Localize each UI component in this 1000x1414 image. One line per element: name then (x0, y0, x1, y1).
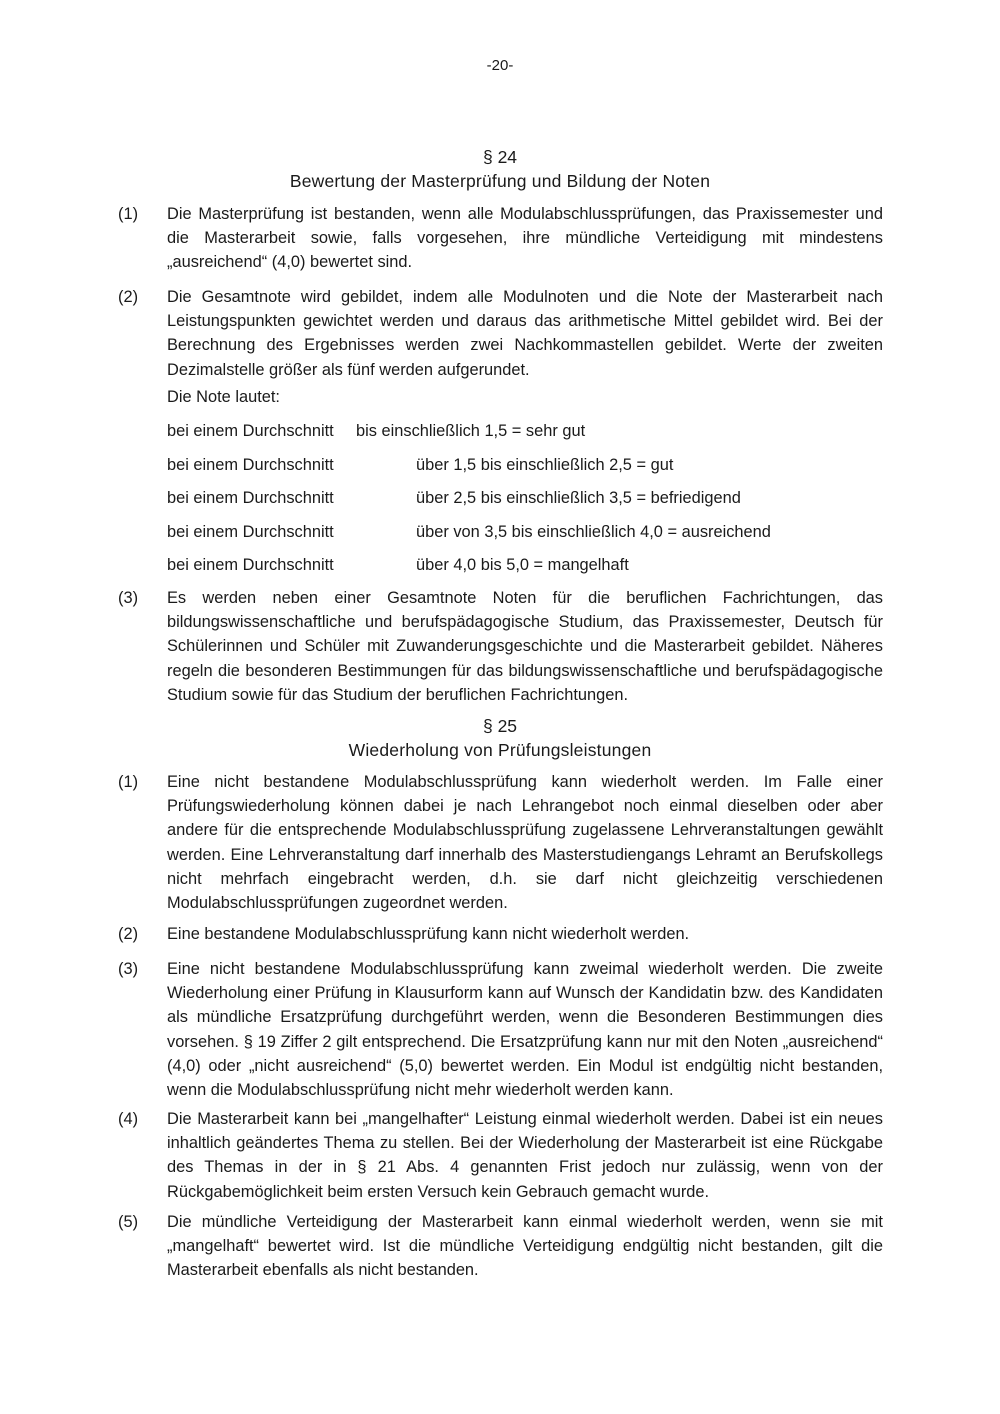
section-25-paragraph-3 (118, 957, 883, 1102)
grade-range: über von 3,5 bis einschließlich 4,0 = ausreichend (416, 523, 771, 541)
section-24-symbol: § 24 (482, 147, 518, 167)
paragraph-text: Eine bestandene Modulabschlussprüfung kann nicht wiederholt werden. (167, 925, 690, 943)
paragraph-number: (5) (118, 1213, 139, 1231)
section-24-heading (0, 145, 1000, 193)
paragraph-text: Die Masterarbeit kann bei „mangelhafter“ Leistung einmal wiederholt werden. Dabei ist ein neues inhaltlich geändertes Thema zu stellen. Bei der Wiederholung der Masterarbeit ist eine Rückgabe des Themas in der in § 21 Abs. 4 genannten Frist jedoch nur zulässig, wenn von der Rückgabemöglichkeit beim ersten Versuch kein Gebrauch gemacht wurde. (167, 1110, 883, 1201)
section-25-paragraph-1 (118, 770, 883, 915)
paragraph-text: Eine nicht bestandene Modulabschlussprüfung kann zweimal wiederholt werden. Die zweite Wiederholung einer Prüfung in Klausurform kann auf Wunsch der Kandidatin bzw. des Kandidaten als mündliche Ersatzprüfung durchgeführt werden, wenn die Besonderen Bestimmungen dies vorsehen. § 19 Ziffer 2 gilt entsprechend. Die Ersatzprüfung kann nur mit den Noten „ausreichend“ (4,0) oder „nicht ausreichend“ (5,0) bewertet werden. Ein Modul ist endgültig nicht bestanden, wenn die Modulabschlussprüfung nicht mehr wiederholt werden kann. (167, 960, 883, 1100)
section-24-title: Bewertung der Masterprüfung und Bildung der Noten (289, 171, 711, 191)
paragraph-text: Es werden neben einer Gesamtnote Noten für die beruflichen Fachrichtungen, das bildungswissenschaftliche und berufspädagogische Studium, das Praxissemester, Deutsch für Schülerinnen und Schüler mit Zuwanderungsgeschichte und die Masterarbeit gebildet. Näheres regeln die besonderen Bestimmungen für das bildungswissenschaftliche und berufspädagogische Studium sowie für das Studium der beruflichen Fachrichtungen. (167, 589, 883, 704)
paragraph-text: Eine nicht bestandene Modulabschlussprüfung kann wiederholt werden. Im Falle einer Prüfungswiederholung können dabei je nach Lehrangebot noch einmal dieselben oder aber andere für die entsprechende Modulabschlussprüfung zugelassene Lehrveranstaltungen gewählt werden. Eine Lehrveranstaltung darf innerhalb des Masterstudiengangs Lehramt an Berufskollegs nicht mehrfach eingebracht werden, d.h. sie darf nicht gleichzeitig verschiedenen Modulabschlussprüfungen zugeordnet werden. (167, 773, 883, 913)
paragraph-text: Die Gesamtnote wird gebildet, indem alle Modulnoten und die Note der Masterarbeit nach Leistungspunkten gewichtet werden und daraus das arithmetische Mittel gebildet wird. Bei der Berechnung des Ergebnisses werden zwei Nachkommastellen gebildet. Werte der zweiten Dezimalstelle größer als fünf werden aufgerundet. (167, 288, 883, 379)
paragraph-text: Die mündliche Verteidigung der Masterarbeit kann einmal wiederholt werden, wenn sie mit „mangelhaft“ bewertet wird. Ist die mündliche Verteidigung endgültig nicht bestanden, gilt die Masterarbeit ebenfalls als nicht bestanden. (167, 1213, 883, 1280)
grade-intro: Die Note lautet: (167, 388, 280, 406)
paragraph-number: (1) (118, 773, 139, 791)
paragraph-number: (4) (118, 1110, 139, 1128)
grade-label: bei einem Durchschnitt (167, 556, 334, 574)
paragraph-number: (2) (118, 925, 139, 943)
grade-range: über 4,0 bis 5,0 = mangelhaft (416, 556, 629, 574)
grade-range: bis einschließlich 1,5 = sehr gut (356, 422, 586, 440)
paragraph-number: (3) (118, 589, 139, 607)
paragraph-text: Die Masterprüfung ist bestanden, wenn alle Modulabschlussprüfungen, das Praxissemester und die Masterarbeit sowie, falls vorgesehen, ihre mündliche Verteidigung mit mindestens „ausreichend“ (4,0) bewertet sind. (167, 205, 883, 272)
section-25-heading (0, 714, 1000, 762)
section-25-paragraph-4 (118, 1107, 883, 1204)
paragraph-number: (2) (118, 288, 139, 306)
grade-label: bei einem Durchschnitt (167, 523, 334, 541)
grade-range: über 1,5 bis einschließlich 2,5 = gut (416, 456, 674, 474)
paragraph-number: (3) (118, 960, 139, 978)
section-25-title: Wiederholung von Prüfungsleistungen (348, 740, 652, 760)
section-24-paragraph-2 (118, 285, 883, 382)
grade-label: bei einem Durchschnitt (167, 422, 334, 440)
section-24-paragraph-3 (118, 586, 883, 707)
section-25-paragraph-2 (118, 922, 883, 946)
paragraph-number: (1) (118, 205, 139, 223)
section-24-paragraph-1 (118, 202, 883, 275)
section-25-paragraph-5 (118, 1210, 883, 1283)
page-number: -20- (486, 57, 514, 74)
grade-range: über 2,5 bis einschließlich 3,5 = befriedigend (416, 489, 741, 507)
section-25-symbol: § 25 (482, 716, 518, 736)
grade-label: bei einem Durchschnitt (167, 489, 334, 507)
grade-label: bei einem Durchschnitt (167, 456, 334, 474)
